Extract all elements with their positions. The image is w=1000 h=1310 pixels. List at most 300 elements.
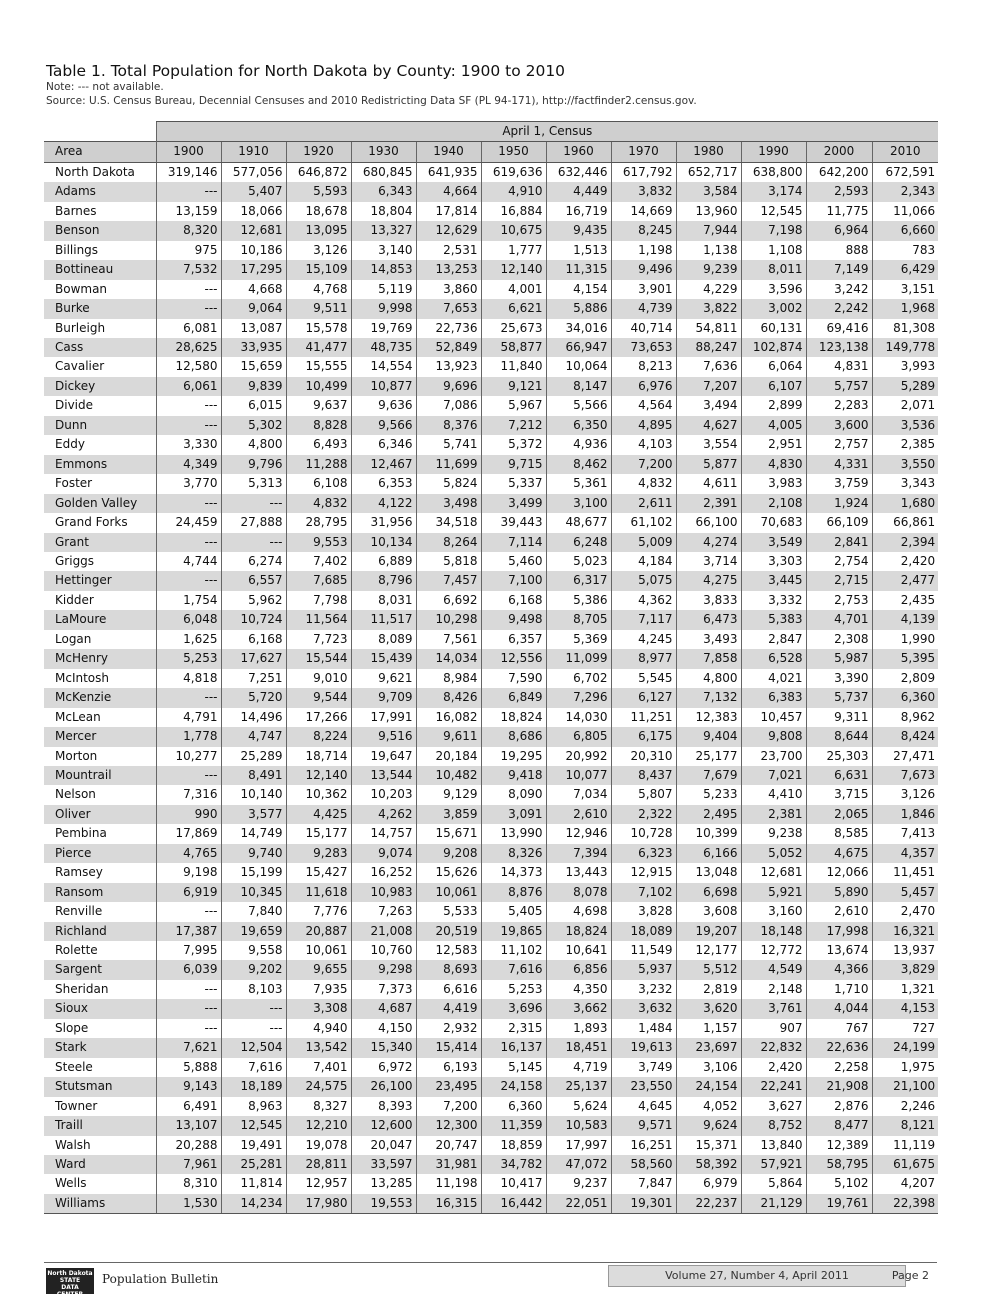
population-cell: 31,956 (351, 513, 416, 532)
population-cell: 17,991 (351, 708, 416, 727)
population-cell: 767 (806, 1019, 872, 1038)
area-cell: Rolette (55, 943, 98, 958)
population-cell: 5,566 (546, 396, 611, 415)
population-cell: 4,275 (676, 571, 741, 590)
area-cell: Logan (55, 631, 92, 646)
population-cell: 6,972 (351, 1058, 416, 1077)
population-cell: 6,621 (481, 299, 546, 318)
population-cell: 7,200 (611, 455, 676, 474)
population-cell: 4,936 (546, 435, 611, 454)
population-cell: 5,372 (481, 435, 546, 454)
population-cell: 3,829 (872, 960, 938, 979)
population-cell: 5,720 (221, 688, 286, 707)
population-cell: 9,283 (286, 844, 351, 863)
population-cell: 18,824 (481, 708, 546, 727)
population-cell: 66,109 (806, 513, 872, 532)
population-cell: 4,150 (351, 1019, 416, 1038)
population-cell: --- (156, 688, 221, 707)
table-row (44, 474, 938, 493)
population-cell: 7,858 (676, 649, 741, 668)
population-cell: --- (221, 999, 286, 1018)
population-cell: 3,860 (416, 280, 481, 299)
population-cell: 14,234 (221, 1194, 286, 1214)
population-cell: 6,616 (416, 980, 481, 999)
population-cell: 19,295 (481, 747, 546, 766)
population-cell: 2,531 (416, 241, 481, 260)
population-cell: --- (156, 999, 221, 1018)
population-cell: 19,761 (806, 1194, 872, 1214)
population-cell: 9,624 (676, 1116, 741, 1135)
population-cell: 3,160 (741, 902, 806, 921)
table-row (44, 1155, 938, 1174)
population-cell: 10,760 (351, 941, 416, 960)
population-cell: 2,477 (872, 571, 938, 590)
population-cell: 4,627 (676, 416, 741, 435)
population-cell: 6,166 (676, 844, 741, 863)
population-cell: 8,264 (416, 533, 481, 552)
population-cell: 3,828 (611, 902, 676, 921)
population-cell: 12,915 (611, 863, 676, 882)
population-cell: 7,776 (286, 902, 351, 921)
population-cell: 1,625 (156, 630, 221, 649)
table-row (44, 1038, 938, 1057)
population-cell: 8,213 (611, 357, 676, 376)
population-cell: 3,091 (481, 805, 546, 824)
population-cell: 9,298 (351, 960, 416, 979)
population-cell: 5,741 (416, 435, 481, 454)
population-cell: 12,600 (351, 1116, 416, 1135)
population-cell: 9,611 (416, 727, 481, 746)
population-cell: 2,242 (806, 299, 872, 318)
table-header-years-row (44, 142, 938, 162)
population-cell: 8,477 (806, 1116, 872, 1135)
population-cell: 25,289 (221, 747, 286, 766)
population-cell: 19,647 (351, 747, 416, 766)
population-cell: 680,845 (351, 162, 416, 182)
population-cell: 5,395 (872, 649, 938, 668)
population-cell: 9,074 (351, 844, 416, 863)
population-cell: 18,148 (741, 922, 806, 941)
population-cell: 2,258 (806, 1058, 872, 1077)
table-row (44, 902, 938, 921)
population-cell: 24,459 (156, 513, 221, 532)
population-cell: 3,662 (546, 999, 611, 1018)
population-cell: 8,962 (872, 708, 938, 727)
year-header-1960: 1960 (546, 142, 611, 162)
population-cell: 4,274 (676, 533, 741, 552)
population-cell: 10,583 (546, 1116, 611, 1135)
population-cell: 6,346 (351, 435, 416, 454)
population-cell: 4,719 (546, 1058, 611, 1077)
population-cell: 2,108 (741, 494, 806, 513)
population-cell: 15,177 (286, 824, 351, 843)
population-cell: 14,030 (546, 708, 611, 727)
population-cell: --- (156, 416, 221, 435)
population-cell: 9,064 (221, 299, 286, 318)
bulletin-name: Population Bulletin (102, 1272, 219, 1286)
population-cell: 6,805 (546, 727, 611, 746)
area-cell: Ward (44, 1155, 156, 1174)
population-cell: 2,470 (872, 902, 938, 921)
population-cell: 10,061 (286, 941, 351, 960)
population-cell: 619,636 (481, 162, 546, 182)
area-cell: Hettinger (44, 571, 156, 590)
area-cell: McLean (55, 709, 101, 724)
table-row (44, 455, 938, 474)
population-cell: 2,420 (872, 552, 938, 571)
area-cell: Barnes (55, 203, 97, 218)
population-cell: 8,078 (546, 883, 611, 902)
population-cell: 19,491 (221, 1136, 286, 1155)
population-cell: 1,990 (872, 630, 938, 649)
population-cell: 3,390 (806, 669, 872, 688)
area-cell: Slope (55, 1020, 89, 1035)
population-cell: 4,153 (872, 999, 938, 1018)
area-cell: Dickey (44, 377, 156, 396)
population-cell: 2,385 (872, 435, 938, 454)
table-row (44, 863, 938, 882)
population-cell: 3,584 (676, 182, 741, 201)
population-cell: 9,808 (741, 727, 806, 746)
population-cell: 3,833 (676, 591, 741, 610)
population-cell: 4,331 (806, 455, 872, 474)
population-cell: 3,126 (286, 241, 351, 260)
population-cell: 13,087 (221, 319, 286, 338)
population-cell: 2,283 (806, 396, 872, 415)
population-cell: 9,237 (546, 1174, 611, 1193)
population-cell: 7,616 (221, 1058, 286, 1077)
population-cell: 4,668 (221, 280, 286, 299)
population-cell: 4,664 (416, 182, 481, 201)
population-cell: 12,629 (416, 221, 481, 240)
population-cell: 26,100 (351, 1077, 416, 1096)
population-cell: --- (156, 902, 221, 921)
population-cell: 9,696 (416, 377, 481, 396)
population-cell: 12,583 (416, 941, 481, 960)
population-cell: 52,849 (416, 338, 481, 357)
population-cell: 3,696 (481, 999, 546, 1018)
population-cell: 3,749 (611, 1058, 676, 1077)
population-cell: 1,777 (481, 241, 546, 260)
table-row (44, 805, 938, 824)
population-cell: 2,391 (676, 494, 741, 513)
population-cell: 5,253 (156, 649, 221, 668)
population-cell: 19,207 (676, 922, 741, 941)
population-cell: 9,238 (741, 824, 806, 843)
population-cell: 12,210 (286, 1116, 351, 1135)
population-cell: 13,285 (351, 1174, 416, 1193)
population-cell: 18,066 (221, 202, 286, 221)
population-cell: 6,919 (156, 883, 221, 902)
population-cell: 632,446 (546, 162, 611, 182)
population-cell: 8,644 (806, 727, 872, 746)
population-cell: 22,398 (872, 1194, 938, 1214)
population-cell: 4,701 (806, 610, 872, 629)
population-cell: 5,405 (481, 902, 546, 921)
page-number: Page 2 (891, 1269, 929, 1282)
population-cell: 22,832 (741, 1038, 806, 1057)
population-cell: 6,528 (741, 649, 806, 668)
population-cell: 54,811 (676, 319, 741, 338)
population-cell: 10,675 (481, 221, 546, 240)
population-cell: 7,316 (156, 785, 221, 804)
population-cell: 19,078 (286, 1136, 351, 1155)
population-cell: 7,457 (416, 571, 481, 590)
population-cell: 4,052 (676, 1097, 741, 1116)
population-cell: 3,632 (611, 999, 676, 1018)
area-cell: Kidder (55, 592, 94, 607)
population-cell: 13,923 (416, 357, 481, 376)
population-cell: 5,075 (611, 571, 676, 590)
population-cell: 102,874 (741, 338, 806, 357)
population-cell: 2,420 (741, 1058, 806, 1077)
population-cell: 3,577 (221, 805, 286, 824)
population-cell: 5,102 (806, 1174, 872, 1193)
population-cell: 41,477 (286, 338, 351, 357)
population-cell: 2,315 (481, 1019, 546, 1038)
population-cell: 3,554 (676, 435, 741, 454)
population-cell: 3,445 (741, 571, 806, 590)
population-cell: 3,859 (416, 805, 481, 824)
population-cell: 4,021 (741, 669, 806, 688)
area-cell: Wells (55, 1176, 87, 1191)
population-cell: 9,202 (221, 960, 286, 979)
population-cell: 4,895 (611, 416, 676, 435)
population-cell: 6,976 (611, 377, 676, 396)
population-cell: 3,608 (676, 902, 741, 921)
population-cell: 8,011 (741, 260, 806, 279)
population-cell: 22,636 (806, 1038, 872, 1057)
population-cell: 9,796 (221, 455, 286, 474)
population-cell: 14,757 (351, 824, 416, 843)
population-cell: 646,872 (286, 162, 351, 182)
population-cell: 8,224 (286, 727, 351, 746)
year-header-1950: 1950 (481, 142, 546, 162)
population-cell: 9,715 (481, 455, 546, 474)
area-cell: Steele (55, 1059, 93, 1074)
population-cell: 11,359 (481, 1116, 546, 1135)
area-cell: Ramsey (55, 865, 103, 880)
population-cell: 5,512 (676, 960, 741, 979)
year-header-2010: 2010 (872, 142, 938, 162)
population-cell: 12,772 (741, 941, 806, 960)
population-cell: 4,818 (156, 669, 221, 688)
population-cell: 4,832 (611, 474, 676, 493)
population-cell: 1,975 (872, 1058, 938, 1077)
population-cell: 7,117 (611, 610, 676, 629)
population-cell: 6,248 (546, 533, 611, 552)
population-cell: 4,910 (481, 182, 546, 201)
population-cell: 2,065 (806, 805, 872, 824)
table-row (44, 494, 938, 513)
year-header-1930: 1930 (351, 142, 416, 162)
population-cell: 11,564 (286, 610, 351, 629)
population-cell: 39,443 (481, 513, 546, 532)
population-cell: 9,498 (481, 610, 546, 629)
population-cell: 5,890 (806, 883, 872, 902)
population-cell: 17,627 (221, 649, 286, 668)
area-cell: Eddy (55, 437, 85, 452)
population-cell: 33,935 (221, 338, 286, 357)
population-cell: 577,056 (221, 162, 286, 182)
population-cell: 5,009 (611, 533, 676, 552)
population-cell: 2,847 (741, 630, 806, 649)
population-cell: 5,545 (611, 669, 676, 688)
area-cell: Nelson (55, 787, 96, 802)
population-cell: 19,301 (611, 1194, 676, 1214)
population-cell: 10,457 (741, 708, 806, 727)
population-cell: 5,593 (286, 182, 351, 201)
population-cell: 7,532 (156, 260, 221, 279)
table-row (44, 319, 938, 338)
population-cell: 8,393 (351, 1097, 416, 1116)
population-cell: 17,998 (806, 922, 872, 941)
population-cell: 18,804 (351, 202, 416, 221)
table-row (44, 299, 938, 318)
population-cell: 25,137 (546, 1077, 611, 1096)
document-header (46, 62, 946, 108)
population-cell: 9,496 (611, 260, 676, 279)
population-cell: 8,752 (741, 1116, 806, 1135)
population-cell: 7,636 (676, 357, 741, 376)
population-cell: 9,998 (351, 299, 416, 318)
population-cell: 1,893 (546, 1019, 611, 1038)
area-cell: Bowman (55, 281, 108, 296)
area-cell: Grant (44, 533, 156, 552)
population-cell: 11,102 (481, 941, 546, 960)
area-cell: Golden Valley (44, 494, 156, 513)
population-cell: 6,193 (416, 1058, 481, 1077)
population-cell: 21,008 (351, 922, 416, 941)
population-cell: 7,840 (221, 902, 286, 921)
population-cell: 3,494 (676, 396, 741, 415)
population-cell: 1,754 (156, 591, 221, 610)
table-row (44, 630, 938, 649)
population-cell: 10,077 (546, 766, 611, 785)
table-row (44, 396, 938, 415)
table-row (44, 883, 938, 902)
population-cell: 12,140 (286, 766, 351, 785)
population-cell: 23,700 (741, 747, 806, 766)
population-cell: 15,555 (286, 357, 351, 376)
population-cell: 4,747 (221, 727, 286, 746)
population-cell: 19,553 (351, 1194, 416, 1214)
population-cell: 2,435 (872, 591, 938, 610)
population-cell: 9,010 (286, 669, 351, 688)
population-cell: 8,089 (351, 630, 416, 649)
population-cell: 12,556 (481, 649, 546, 668)
area-cell: Walsh (55, 1137, 91, 1152)
area-cell: Sheridan (55, 981, 109, 996)
population-cell: 4,611 (676, 474, 741, 493)
population-cell: 16,082 (416, 708, 481, 727)
population-cell: --- (156, 280, 221, 299)
population-cell: 3,332 (741, 591, 806, 610)
population-cell: 22,237 (676, 1194, 741, 1214)
population-cell: 12,504 (221, 1038, 286, 1057)
population-cell: 2,754 (806, 552, 872, 571)
population-cell: 17,266 (286, 708, 351, 727)
population-cell: 13,443 (546, 863, 611, 882)
population-cell: 6,383 (741, 688, 806, 707)
population-cell: 5,145 (481, 1058, 546, 1077)
population-cell: 4,645 (611, 1097, 676, 1116)
population-cell: 11,288 (286, 455, 351, 474)
population-cell: 10,362 (286, 785, 351, 804)
population-cell: 13,048 (676, 863, 741, 882)
population-cell: 4,262 (351, 805, 416, 824)
population-cell: 9,418 (481, 766, 546, 785)
population-cell: 8,245 (611, 221, 676, 240)
population-cell: --- (156, 299, 221, 318)
population-cell: 10,064 (546, 357, 611, 376)
population-cell: 5,757 (806, 377, 872, 396)
population-cell: 12,300 (416, 1116, 481, 1135)
area-cell: McHenry (44, 649, 156, 668)
population-cell: 8,147 (546, 377, 611, 396)
population-cell: 5,737 (806, 688, 872, 707)
area-cell: Grand Forks (55, 515, 128, 530)
population-cell: 6,660 (872, 221, 938, 240)
population-cell: 4,419 (416, 999, 481, 1018)
population-cell: 3,002 (741, 299, 806, 318)
population-cell: 13,095 (286, 221, 351, 240)
population-cell: 7,653 (416, 299, 481, 318)
population-cell: 6,274 (221, 552, 286, 571)
population-cell: 12,383 (676, 708, 741, 727)
table-row (44, 202, 938, 221)
population-cell: 9,544 (286, 688, 351, 707)
population-cell: 2,495 (676, 805, 741, 824)
table-row (44, 552, 938, 571)
population-cell: 9,637 (286, 396, 351, 415)
population-cell: 6,127 (611, 688, 676, 707)
population-cell: 2,246 (872, 1097, 938, 1116)
population-cell: 7,402 (286, 552, 351, 571)
population-cell: 6,357 (481, 630, 546, 649)
population-cell: 4,349 (156, 455, 221, 474)
area-cell: Burleigh (55, 320, 106, 335)
population-cell: 11,517 (351, 610, 416, 629)
population-cell: 3,550 (872, 455, 938, 474)
population-cell: 11,814 (221, 1174, 286, 1193)
population-cell: 58,877 (481, 338, 546, 357)
population-cell: 9,571 (611, 1116, 676, 1135)
population-cell: 6,493 (286, 435, 351, 454)
population-cell: 18,859 (481, 1136, 546, 1155)
population-cell: 3,100 (546, 494, 611, 513)
population-cell: 58,560 (611, 1155, 676, 1174)
population-cell: 28,625 (156, 338, 221, 357)
population-cell: 11,549 (611, 941, 676, 960)
population-cell: 15,427 (286, 863, 351, 882)
population-cell: 9,740 (221, 844, 286, 863)
population-cell: 11,775 (806, 202, 872, 221)
population-cell: 5,383 (741, 610, 806, 629)
population-cell: 10,983 (351, 883, 416, 902)
population-cell: 5,023 (546, 552, 611, 571)
population-cell: 6,323 (611, 844, 676, 863)
population-cell: 8,310 (156, 1174, 221, 1193)
population-cell: 17,980 (286, 1194, 351, 1214)
population-cell: 2,757 (806, 435, 872, 454)
population-cell: 14,669 (611, 202, 676, 221)
population-cell: 19,659 (221, 922, 286, 941)
population-cell: 5,807 (611, 785, 676, 804)
population-cell: 8,796 (351, 571, 416, 590)
population-cell: 641,935 (416, 162, 481, 182)
population-cell: 7,995 (156, 941, 221, 960)
